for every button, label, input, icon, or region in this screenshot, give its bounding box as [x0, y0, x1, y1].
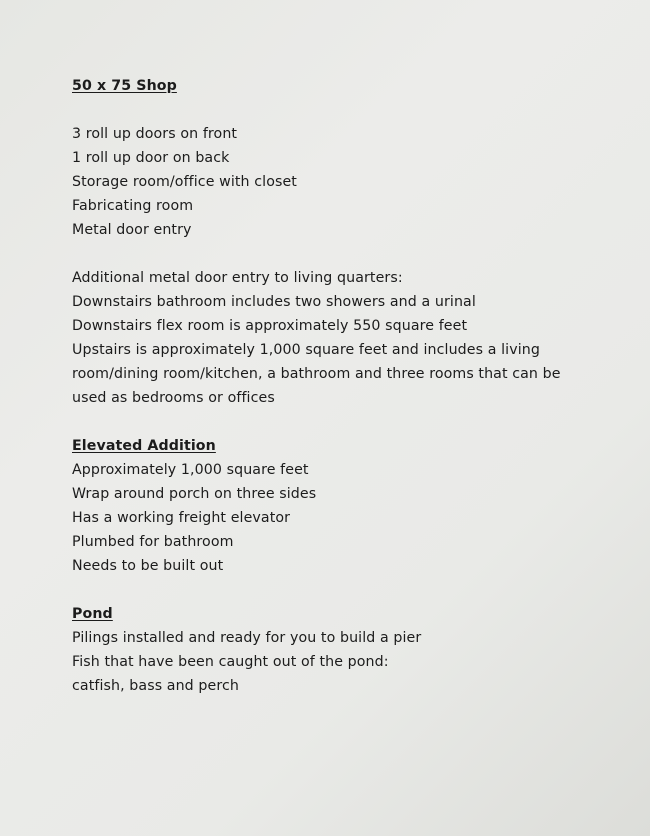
- pond-heading: Pond: [72, 606, 113, 622]
- elevated-addition-heading: Elevated Addition: [72, 438, 216, 454]
- spacer: [72, 578, 632, 602]
- living-quarters-intro: Additional metal door entry to living quarters:: [72, 270, 403, 286]
- pond-line: Fish that have been caught out of the pond:: [72, 654, 389, 670]
- elevated-addition-line: Approximately 1,000 square feet: [72, 462, 309, 478]
- spacer: [72, 98, 632, 122]
- document-body: [72, 74, 632, 698]
- elevated-addition-line: Needs to be built out: [72, 558, 224, 574]
- shop-line: Fabricating room: [72, 198, 194, 214]
- shop-line: Metal door entry: [72, 222, 192, 238]
- shop-line: 3 roll up doors on front: [72, 126, 238, 142]
- living-quarters-line: Upstairs is approximately 1,000 square feet and includes a living room/dining room/kitchen, a bathroom and three rooms that can be used as bedrooms or offices: [72, 342, 561, 406]
- shop-heading: 50 x 75 Shop: [72, 78, 177, 94]
- spacer: [72, 242, 632, 266]
- elevated-addition-line: Plumbed for bathroom: [72, 534, 234, 550]
- pond-line: Pilings installed and ready for you to build a pier: [72, 630, 422, 646]
- shop-line: 1 roll up door on back: [72, 150, 230, 166]
- elevated-addition-line: Wrap around porch on three sides: [72, 486, 317, 502]
- living-quarters-line: Downstairs flex room is approximately 550 square feet: [72, 318, 468, 334]
- living-quarters-line: Downstairs bathroom includes two showers and a urinal: [72, 294, 476, 310]
- shop-line: Storage room/office with closet: [72, 174, 297, 190]
- pond-line: catfish, bass and perch: [72, 678, 239, 694]
- spacer: [72, 410, 632, 434]
- elevated-addition-line: Has a working freight elevator: [72, 510, 291, 526]
